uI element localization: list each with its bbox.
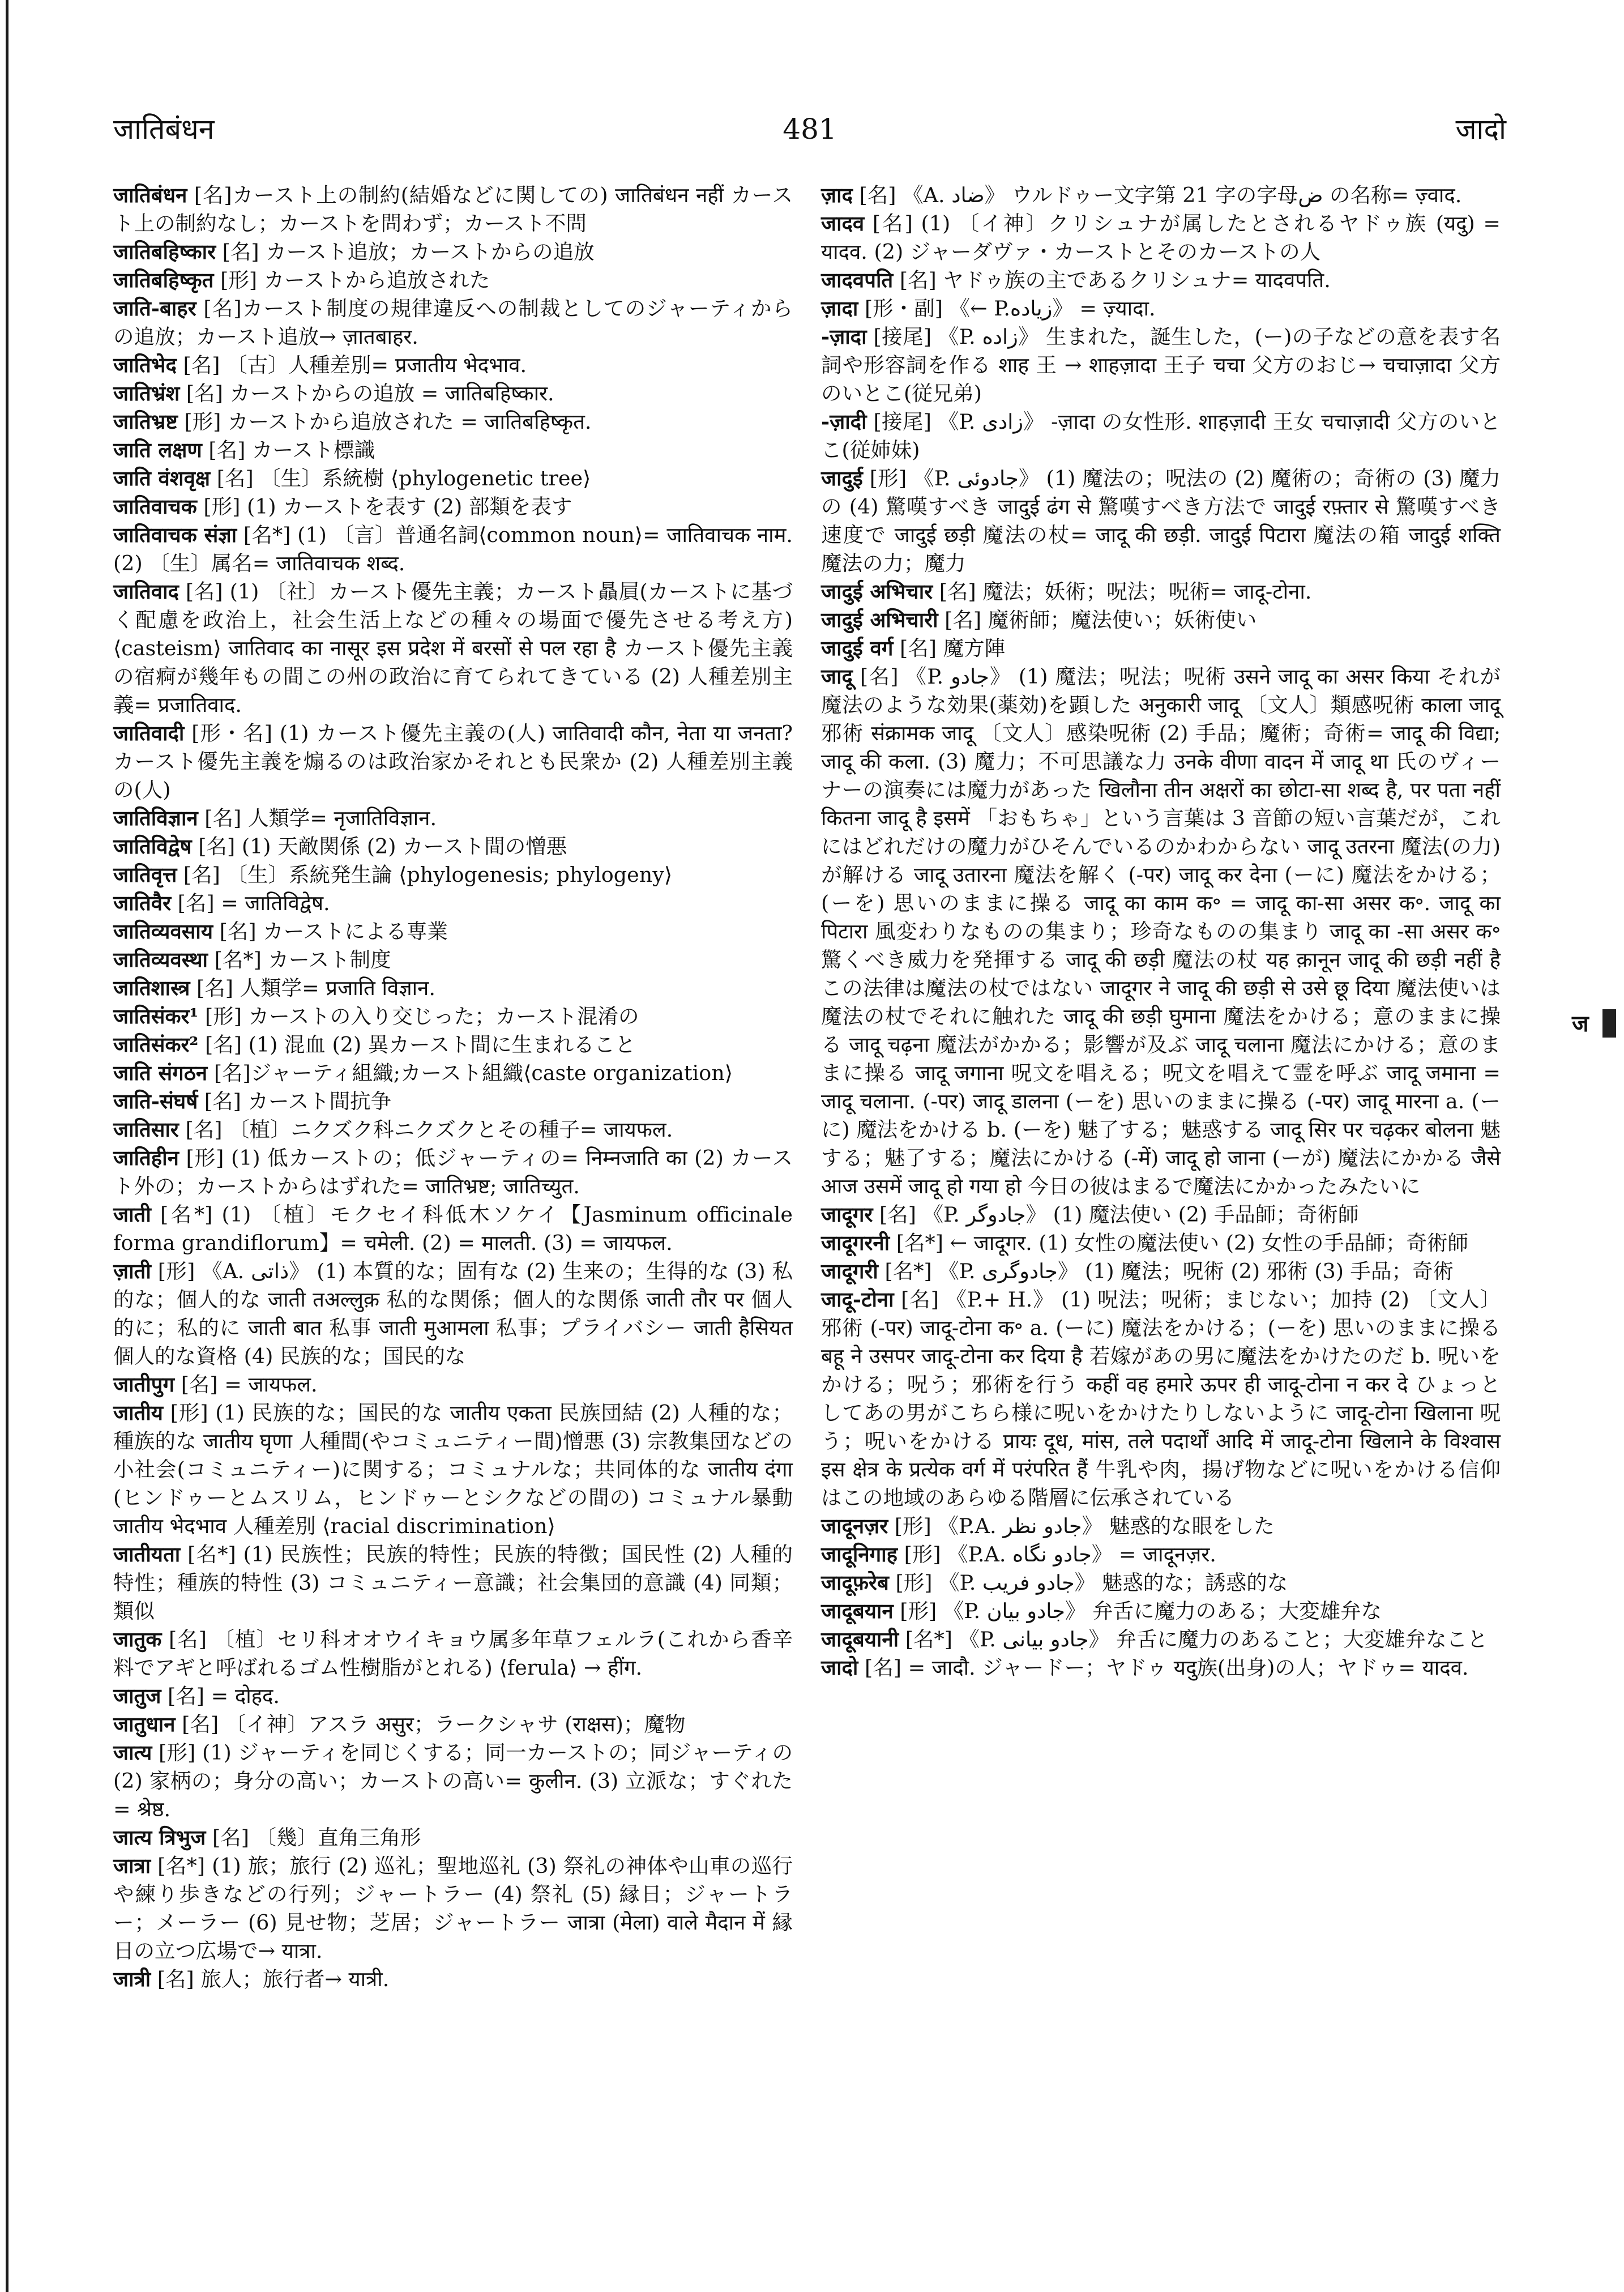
entry-definition: [名]カースト上の制約(結婚などに関しての) जातिबंधन नहीं カースト上の制約なし；カーストを問わず；カースト不問 [113, 183, 793, 236]
entry-definition: [名*] 《P. جادوگری》 (1) 魔法；呪術 (2) 邪術 (3) 手品；奇術 [884, 1259, 1454, 1283]
entry-definition: [名]ジャーティ組織;カースト組織⟨caste organization⟩ [213, 1061, 733, 1085]
entry-definition: [形] (1) カーストを表す (2) 部類を表す [203, 494, 572, 519]
entry-definition: [名] ヤドゥ族の主であるクリシュナ= यादवपति. [899, 268, 1331, 292]
dictionary-entry [821, 1625, 1501, 1654]
dictionary-entry [113, 1399, 793, 1540]
entry-definition: [名] 〔幾〕直角三角形 [212, 1825, 421, 1850]
entry-definition: [名] 魔術師；魔法使い；妖術使い [945, 608, 1257, 632]
dictionary-entry [821, 1597, 1501, 1625]
entry-headword: जादूनज़र [821, 1514, 888, 1538]
dictionary-entry [821, 408, 1501, 464]
dictionary-entry [113, 351, 793, 379]
entry-definition: [形] 《P. جادو فریب》 魅惑的な；誘惑的な [895, 1570, 1288, 1595]
entry-definition: [名]カースト制度の規律違反への制裁としてのジャーティからの追放；カースト追放→ ज़ातबाहर. [113, 296, 793, 349]
dictionary-entry [113, 294, 793, 351]
entry-headword: जातिवैर [113, 891, 172, 915]
entry-headword: जातिबंधन [113, 183, 187, 207]
entry-definition: [名] カーストによる専業 [219, 919, 448, 944]
entry-headword: जातीयता [113, 1542, 181, 1567]
entry-headword: जातिवाचक [113, 494, 197, 519]
entry-headword: जातिभेद [113, 353, 177, 377]
entry-headword: जातिसंकर¹ [113, 1004, 199, 1028]
entry-definition: [名] 人類学= प्रजाति विज्ञान. [196, 976, 435, 1000]
entry-headword: जादूगर [821, 1202, 873, 1227]
entry-definition: [形] 《P. جادو بیان》 弁舌に魔力のある；大変雄弁な [900, 1599, 1382, 1623]
entry-headword: जादवपति [821, 268, 894, 292]
entry-headword: जादुई [821, 466, 863, 490]
header-right-guide-word: जादो [1455, 113, 1506, 146]
dictionary-entry [113, 181, 793, 238]
entry-definition: [名] 〔イ神〕アスラ असुर；ラークシャサ (राक्षस)；魔物 [182, 1712, 686, 1736]
entry-headword: जादुई वर्ग [821, 636, 894, 660]
entry-headword: जाति लक्षण [113, 438, 202, 462]
thumb-index-letter: ज [1572, 1010, 1589, 1037]
entry-definition: [名] 〔植〕ニクズク科ニクズクとその種子= जायफल. [185, 1117, 673, 1142]
entry-headword: जातिवाद [113, 579, 179, 604]
entry-headword: जातिसंकर² [113, 1032, 199, 1057]
dictionary-entry [821, 1540, 1501, 1569]
entry-headword: जादूनिगाह [821, 1542, 898, 1567]
dictionary-entry [113, 1201, 793, 1257]
dictionary-entry [113, 719, 793, 804]
entry-definition: [形] カーストの入り交じった；カースト混淆の [205, 1004, 639, 1028]
dictionary-entry [113, 804, 793, 833]
dictionary-entry [821, 1229, 1501, 1257]
entry-headword: जातिभ्रष्ट [113, 409, 178, 434]
entry-definition: [形] (1) 低カーストの；低ジャーティの= निम्नजाति का (2) カースト外の；カーストからはずれた= जातिभ्रष्ट; जातिच्युत. [113, 1146, 793, 1198]
entry-definition: [形・副] 《← P.زیاده》 = ज़्यादा. [864, 296, 1156, 321]
dictionary-entry [113, 1710, 793, 1739]
entry-headword: जातिवाचक संज्ञा [113, 523, 237, 547]
entry-headword: जादूबयान [821, 1599, 894, 1623]
entry-definition: [名] = जायफल. [181, 1372, 318, 1397]
entry-headword: जादो [821, 1655, 858, 1680]
entry-headword: जातिबहिष्कार [113, 240, 216, 264]
entry-definition: [名*] (1) 旅；旅行 (2) 巡礼；聖地巡礼 (3) 祭礼の神体や山車の巡行や練り歩きなどの行列；ジャートラー (4) 祭礼 (5) 縁日；ジャートラー；メーラー (6) 見せ物；芝居；ジャートラー जात्रा (मेला) वाले मैदान में 縁日の立つ広場で→ यात्रा. [113, 1854, 793, 1963]
entry-definition: [形] 《A. ذاتی》 (1) 本質的な；固有な (2) 生来の；生得的な (3) 私的な；個人的な जाती तअल्लुक़ 私的な関係；個人的な関係 जाती तौर पर 個人的に；私的に जाती बात 私事 जाती मुआमला 私事；プライバシー जाती हैसियत 個人的な資格 (4) 民族的な；国民的な [113, 1259, 793, 1368]
entry-definition: [名*] (1) 民族性；民族的特性；民族的特徴；国民性 (2) 人種的特性；種族的特性 (3) コミュニティー意識；社会集団的意識 (4) 同類；類似 [113, 1542, 793, 1623]
entry-definition: [名] 旅人；旅行者→ यात्री. [157, 1967, 390, 1991]
dictionary-entry [113, 1682, 793, 1710]
dictionary-entry [821, 464, 1501, 578]
entry-headword: जाती [113, 1202, 151, 1227]
dictionary-entry [821, 210, 1501, 266]
entry-definition: [名] 人類学= नृजातिविज्ञान. [204, 806, 437, 830]
dictionary-entry [113, 1031, 793, 1059]
dictionary-entry [821, 1201, 1501, 1229]
dictionary-entry [821, 1257, 1501, 1286]
entry-headword: जातिव्यवसाय [113, 919, 213, 944]
entry-definition: [形] (1) ジャーティを同じくする；同一カーストの；同ジャーティの (2) 家柄の；身分の高い；カーストの高い= कुलीन. (3) 立派な；すぐれた= श्रेष्ठ. [113, 1740, 793, 1821]
dictionary-entry [113, 578, 793, 719]
entry-headword: ज़ादा [821, 296, 858, 321]
entry-headword: जातुज [113, 1684, 161, 1708]
entry-definition: [名*] カースト制度 [214, 947, 391, 972]
entry-headword: जात्री [113, 1967, 151, 1991]
dictionary-entry [821, 578, 1501, 606]
entry-headword: जात्य त्रिभुज [113, 1825, 206, 1850]
entry-definition: [名] 《P.+ H.》 (1) 呪法；呪術；まじない；加持 (2) 〔文人〕邪術 (-पर) जादू-टोना क॰ a. (ーに) 魔法をかける；(ーを) 思いのままに操る बहू ने उसपर जादू-टोना कर दिया है 若嫁があの男に魔法をかけたのだ b. 呪いをかける；呪う；邪術を行う कहीं वह हमारे ऊपर ही जादू-टोना न कर दे ひょっとしてあの男がこちら様に呪いをかけたりしないように जादू-टोना खिलाना 呪う；呪いをかける प्रायः दूध, मांस, तले पदार्थों आदि में जादू-टोना खिलाने के विश्वास इस क्षेत्र के प्रत्येक वर्ग में परंपरित हैं 牛乳や肉，揚げ物などに呪いをかける信仰はこの地域のあらゆる階層に伝承されている [821, 1287, 1501, 1510]
entry-definition: [名] 〔古〕人種差別= प्रजातीय भेदभाव. [183, 353, 527, 377]
thumb-index-marker [1602, 1009, 1616, 1038]
entry-headword: -ज़ादा [821, 325, 867, 349]
entry-headword: जादुई अभिचार [821, 579, 933, 604]
header-left-guide-word: जातिबंधन [113, 113, 215, 146]
entry-definition: [名] カースト追放；カーストからの追放 [222, 240, 595, 264]
entry-headword: जाति संगठन [113, 1061, 208, 1085]
dictionary-entry [113, 1002, 793, 1031]
entry-definition: [名] 〔生〕系統樹 ⟨phylogenetic tree⟩ [216, 466, 591, 490]
entry-headword: जात्रा [113, 1854, 151, 1878]
entry-headword: जातिशास्त्र [113, 976, 190, 1000]
entry-definition: [名] (1) 天敵関係 (2) カースト間の憎悪 [198, 834, 567, 859]
entry-definition: [接尾] 《P. زادی》 -ज़ादा の女性形. शाहज़ादी 王女 चचाज़ादी 父方のいとこ(従姉妹) [821, 409, 1501, 462]
entry-definition: [名] カーストからの追放 = जातिबहिष्कार. [186, 381, 554, 406]
entry-headword: जातीय [113, 1401, 163, 1425]
dictionary-entry [821, 1654, 1501, 1682]
dictionary-entry [113, 1116, 793, 1144]
entry-headword: जाति-संघर्ष [113, 1089, 198, 1113]
entry-headword: जातिवादी [113, 721, 185, 745]
entry-definition: [名] = दोहद. [168, 1684, 280, 1708]
entry-headword: जातिविज्ञान [113, 806, 198, 830]
page-number: 481 [783, 113, 837, 146]
entry-definition: [名] 魔法；妖術；呪法；呪術= जादू-टोना. [939, 579, 1312, 604]
dictionary-entry [113, 1257, 793, 1371]
dictionary-entry [113, 238, 793, 266]
entry-definition: [名] = जादौ. ジャードー；ヤドゥ यदु族(出身)の人；ヤドゥ= यादव. [864, 1655, 1469, 1680]
entry-definition: [名] 〔生〕系統発生論 ⟨phylogenesis; phylogeny⟩ [183, 863, 673, 887]
dictionary-entry [113, 889, 793, 917]
entry-headword: जादू-टोना [821, 1287, 894, 1312]
entry-definition: [形] カーストから追放された = जातिबहिष्कृत. [184, 409, 592, 434]
entry-definition: [形] 《P.A. جادو نظر》 魅惑的な眼をした [894, 1514, 1275, 1538]
entry-definition: [形] 《P. جادوئی》 (1) 魔法の；呪法の (2) 魔術の；奇術の (3) 魔力の (4) 驚嘆すべき जादुई ढंग से 驚嘆すべき方法で जादुई रफ़्तार से 驚嘆すべき速度で जादुई छड़ी 魔法の杖= जादू की छड़ी. जादुई पिटारा 魔法の箱 जादुई शक्ति 魔法の力；魔力 [821, 466, 1501, 575]
dictionary-entry [821, 606, 1501, 634]
entry-headword: जातिविद्वेष [113, 834, 192, 859]
entry-definition: [形] カーストから追放された [220, 268, 490, 292]
entry-definition: [名] 魔方陣 [900, 636, 1006, 660]
dictionary-entry [821, 294, 1501, 323]
entry-definition: [名] 〔植〕セリ科オオウイキョウ属多年草フェルラ(これから香辛料でアギと呼ばれるゴム性樹脂がとれる) ⟨ferula⟩ → हींग. [113, 1627, 793, 1680]
entry-definition: [接尾] 《P. زاده》 生まれた，誕生した，(ー)の子などの意を表す名詞や形容詞を作る शाह 王 → शाहज़ादा 王子 चचा 父方のおじ→ चचाज़ादा 父方のいとこ(従兄弟) [821, 325, 1501, 406]
entry-headword: जादुई अभिचारी [821, 608, 938, 632]
entry-headword: जात्य [113, 1740, 152, 1765]
dictionary-entry [113, 379, 793, 408]
entry-definition: [形] 《P.A. جادو نگاه》 = जादूनज़र. [904, 1542, 1216, 1567]
page-edge-rule [6, 0, 8, 2292]
dictionary-entry [113, 833, 793, 861]
entry-definition: [名] カースト標識 [208, 438, 375, 462]
entry-definition: [名] (1) 〔イ神〕クリシュナが属したとされるヤドゥ族 (यदु) = यादव. (2) ジャーダヴァ・カーストとそのカーストの人 [821, 211, 1501, 264]
entry-definition: [名] 《P. جادوگر》 (1) 魔法使い (2) 手品師；奇術師 [879, 1202, 1359, 1227]
entry-definition: [名*] ← जादूगर. (1) 女性の魔法使い (2) 女性の手品師；奇術師 [896, 1231, 1469, 1255]
dictionary-entry [113, 1852, 793, 1965]
dictionary-entry [113, 493, 793, 521]
right-column [821, 181, 1501, 1682]
dictionary-entry [113, 521, 793, 578]
dictionary-entry [821, 1286, 1501, 1512]
entry-definition: [形] (1) 民族的な；国民的な जातीय एकता 民族団結 (2) 人種的な；種族的な जातीय घृणा 人種間(やコミュニティー間)憎悪 (3) 宗教集団などの小社会(コミュニティー)に関する；コミュナルな；共同体的な जातीय दंगा (ヒンドゥーとムスリム，ヒンドゥーとシクなどの間の) コミュナル暴動 जातीय भेदभाव 人種差別 ⟨racial discrimination⟩ [113, 1401, 793, 1538]
entry-headword: जादूगरनी [821, 1231, 890, 1255]
entry-headword: जातुक [113, 1627, 162, 1651]
entry-headword: जातिबहिष्कृत [113, 268, 214, 292]
entry-headword: जादूफ़रेब [821, 1570, 889, 1595]
dictionary-entry [113, 266, 793, 294]
dictionary-entry [821, 323, 1501, 408]
entry-headword: जाति वंशवृक्ष [113, 466, 211, 490]
dictionary-entry [113, 1824, 793, 1852]
entry-definition: [名] カースト間抗争 [204, 1089, 392, 1113]
entry-headword: जातिहीन [113, 1146, 179, 1170]
dictionary-entry [821, 634, 1501, 663]
entry-definition: [名] (1) 混血 (2) 異カースト間に生まれること [205, 1032, 636, 1057]
dictionary-entry [113, 861, 793, 889]
dictionary-entry [113, 1739, 793, 1824]
dictionary-entry [821, 266, 1501, 294]
entry-headword: जादव [821, 211, 865, 236]
entry-definition: [形・名] (1) カースト優先主義の(人) जातिवादी कौन, नेता या जनता? カースト優先主義を煽るのは政治家かそれとも民衆か (2) 人種差別主義の(人) [113, 721, 793, 802]
entry-headword: जातुधान [113, 1712, 176, 1736]
dictionary-entry [113, 974, 793, 1002]
dictionary-entry [113, 917, 793, 946]
running-header [113, 106, 1506, 152]
left-column [113, 181, 793, 1994]
dictionary-entry [821, 663, 1501, 1201]
entry-headword: -ज़ादी [821, 409, 867, 434]
entry-headword: जादू [821, 664, 853, 689]
entry-definition: [名] 《P. جادو》 (1) 魔法；呪法；呪術 उसने जादू का असर किया それが魔法のような効果(薬効)を顕した अनुकारी जादू 〔文人〕類感呪術 काला जादू 邪術 संक्रामक जादू 〔文人〕感染呪術 (2) 手品；魔術；奇術= जादू की विद्या; जादू की कला. (3) 魔力；不可思議な力 उनके वीणा वादन में जादू था 氏のヴィーナーの演奏には魔力があった खिलौना तीन अक्षरों का छोटा-सा शब्द है, पर पता नहीं कितना जादू है इसमें 「おもちゃ」という言葉は 3 音節の短い言葉だが，これにはどれだけの魔力がひそんでいるのかわからない जादू उतरना 魔法(の力)が解ける जादू उतारना 魔法を解く (-पर) जादू कर देना (ーに) 魔法をかける；(ーを) 思いのままに操る जादू का काम क॰ = जादू का-सा असर क॰. जादू का पिटारा 風変わりなものの集まり；珍奇なものの集まり जादू का -सा असर क॰ 驚くべき威力を発揮する जादू की छड़ी 魔法の杖 यह क़ानून जादू की छड़ी नहीं है この法律は魔法の杖ではない जादूगर ने जादू की छड़ी से उसे छू दिया 魔法使いは魔法の杖でそれに触れた जादू की छड़ी घुमाना 魔法をかける；意のままに操る जादू चढ़ना 魔法がかかる；影響が及ぶ जादू चलाना 魔法にかける；意のままに操る जादू जगाना 呪文を唱える；呪文を唱えて霊を呼ぶ जादू जमाना = जादू चलाना. (-पर) जादू डालना (ーを) 思いのままに操る (-पर) जादू मारना a. (ーに) 魔法をかける b. (ーを) 魅了する；魅惑する जादू सिर पर चढ़कर बोलना 魅する；魅了する；魔法にかける (-में) जादू हो जाना (ーが) 魔法にかかる जैसे आज उसमें जादू हो गया हो 今日の彼はまるで魔法にかかったみたいに [821, 664, 1501, 1198]
dictionary-entry [113, 946, 793, 974]
entry-headword: जादूगरी [821, 1259, 878, 1283]
dictionary-entry [113, 436, 793, 464]
dictionary-entry [113, 1625, 793, 1682]
dictionary-entry [821, 1569, 1501, 1597]
entry-headword: जातिभ्रंश [113, 381, 180, 406]
dictionary-entry [113, 1965, 793, 1994]
entry-definition: [名*] 《P. جادو بیانی》 弁舌に魔力のあること；大変雄弁なこと [905, 1627, 1488, 1651]
dictionary-entry [113, 1087, 793, 1116]
entry-headword: जातिसार [113, 1117, 179, 1142]
entry-headword: जादूबयानी [821, 1627, 899, 1651]
entry-definition: [名] = जातिविद्वेष. [177, 891, 330, 915]
entry-headword: ज़ाती [113, 1259, 151, 1283]
entry-headword: जातिवृत्त [113, 863, 177, 887]
dictionary-entry [113, 408, 793, 436]
entry-definition: [名] 《A. ضاد》 ウルドゥー文字第 21 字の字母ض の名称= ज़्वाद. [859, 183, 1462, 207]
entry-headword: ज़ाद [821, 183, 853, 207]
entry-headword: जाति-बाहर [113, 296, 196, 321]
dictionary-entry [113, 1371, 793, 1399]
entry-headword: जातीपुग [113, 1372, 175, 1397]
dictionary-entry [113, 1059, 793, 1087]
entry-headword: जातिव्यवस्था [113, 947, 208, 972]
dictionary-entry [821, 181, 1501, 210]
entry-definition: [名*] (1) 〔言〕普通名詞⟨common noun⟩= जातिवाचक नाम. (2) 〔生〕属名= जातिवाचक शब्द. [113, 523, 793, 575]
entry-definition: [名*] (1) 〔植〕モクセイ科低木ソケイ【Jasminum officinale forma grandiflorum】= चमेली. (2) = मालती. (3) = जायफल. [113, 1202, 793, 1255]
dictionary-entry [113, 1540, 793, 1625]
dictionary-entry [113, 1144, 793, 1201]
dictionary-entry [113, 464, 793, 493]
dictionary-entry [821, 1512, 1501, 1540]
entry-definition: [名] (1) 〔社〕カースト優先主義；カースト贔屓(カーストに基づく配慮を政治上，社会生活上などの種々の場面で優先させる考え方) ⟨casteism⟩ जातिवाद का नासूर इस प्रदेश में बरसों से पल रहा है カースト優先主義の宿痾が幾年もの間この州の政治に育てられてきている (2) 人種差別主義= प्रजातिवाद. [113, 579, 793, 717]
